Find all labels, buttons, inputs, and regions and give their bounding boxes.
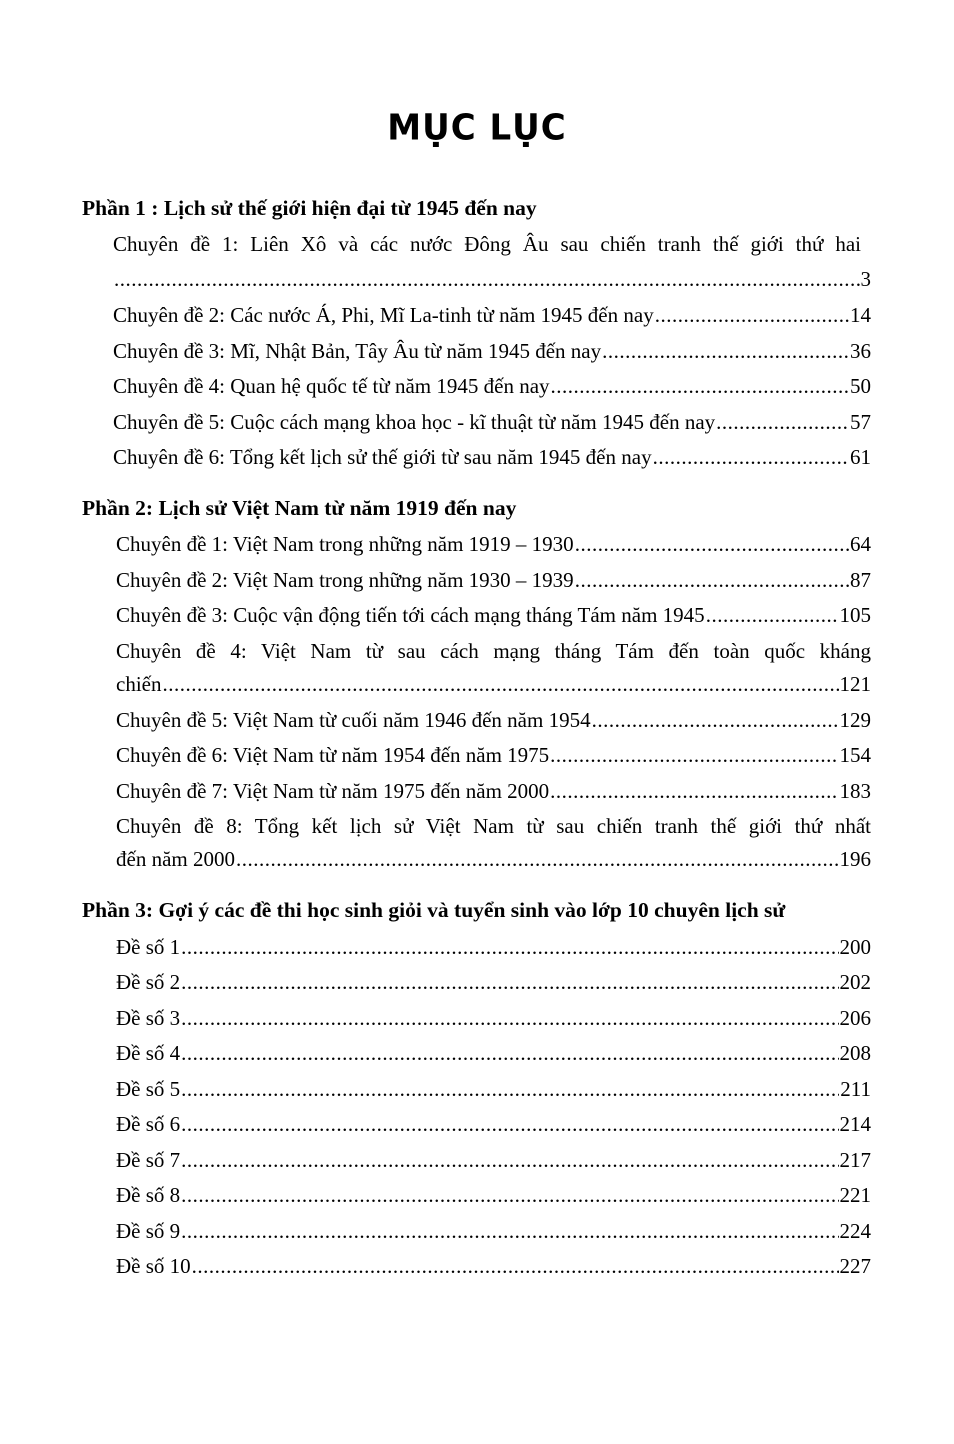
toc-entry-1-5[interactable] <box>113 409 871 435</box>
toc-entry-text: Đề số 7 <box>116 1148 181 1172</box>
toc-entry-text: Chuyên đề 6: Việt Nam từ năm 1954 đến năm 1975 <box>116 743 550 767</box>
dot-leader <box>181 1218 838 1244</box>
page-number: 50 <box>850 374 871 398</box>
page-number: 14 <box>850 303 871 327</box>
toc-entry-text: Chuyên đề 5: Cuộc cách mạng khoa học - kĩ thuật từ năm 1945 đến nay <box>113 410 716 434</box>
dot-leader <box>592 707 839 733</box>
toc-entry-text: Đề số 8 <box>116 1183 181 1207</box>
dot-leader <box>181 1040 838 1066</box>
toc-entry-text: Đề số 10 <box>116 1254 191 1278</box>
toc-entry-2-1[interactable] <box>116 531 871 557</box>
toc-entry-cont: chiến <box>116 672 162 696</box>
part-2-heading: Phần 2: Lịch sử Việt Nam từ năm 1919 đến nay <box>82 496 517 520</box>
dot-leader <box>181 934 838 960</box>
dot-leader <box>602 338 849 364</box>
dot-leader <box>181 1111 838 1137</box>
toc-entry-text: Chuyên đề 1: Việt Nam trong những năm 1919 – 1930 <box>116 532 574 556</box>
dot-leader <box>181 1147 838 1173</box>
dot-leader <box>653 444 849 470</box>
dot-leader <box>655 302 849 328</box>
page-number: 206 <box>839 1006 871 1030</box>
page-title: MỤC LỤC <box>387 107 567 149</box>
toc-entry-2-8-leader[interactable] <box>116 846 871 872</box>
dot-leader <box>236 846 839 872</box>
toc-entry-text: Đề số 3 <box>116 1006 181 1030</box>
page-number: 208 <box>839 1041 871 1065</box>
page-number: 196 <box>839 847 871 871</box>
toc-entry-cont: đến năm 2000 <box>116 847 235 871</box>
toc-entry-3-5[interactable] <box>116 1076 871 1102</box>
dot-leader <box>181 1005 838 1031</box>
toc-entry-1-1-leader[interactable] <box>113 266 871 292</box>
toc-entry-3-4[interactable] <box>116 1040 871 1066</box>
toc-entry-3-6[interactable] <box>116 1111 871 1137</box>
toc-entry-text: Chuyên đề 6: Tổng kết lịch sử thế giới từ sau năm 1945 đến nay <box>113 445 652 469</box>
toc-entry-3-8[interactable] <box>116 1182 871 1208</box>
toc-entry-text: Đề số 1 <box>116 935 181 959</box>
page-number: 64 <box>850 532 871 556</box>
dot-leader <box>706 602 839 628</box>
toc-entry-2-4-text[interactable]: Chuyên đề 4: Việt Nam từ sau cách mạng tháng Tám đến toàn quốc kháng <box>116 639 871 663</box>
page-number: 61 <box>850 445 871 469</box>
dot-leader <box>181 1182 838 1208</box>
page-number: 211 <box>840 1077 871 1101</box>
toc-entry-2-2[interactable] <box>116 567 871 593</box>
toc-entry-3-7[interactable] <box>116 1147 871 1173</box>
toc-entry-text: Đề số 9 <box>116 1219 181 1243</box>
toc-entry-text: Chuyên đề 3: Cuộc vận động tiến tới cách mạng tháng Tám năm 1945 <box>116 603 705 627</box>
page-number: 3 <box>860 267 871 291</box>
page-number: 217 <box>839 1148 871 1172</box>
toc-entry-text: Đề số 5 <box>116 1077 181 1101</box>
page-number: 129 <box>839 708 871 732</box>
page-number: 87 <box>850 568 871 592</box>
dot-leader <box>162 671 838 697</box>
toc-entry-3-10[interactable] <box>116 1253 871 1279</box>
toc-entry-text: Đề số 4 <box>116 1041 181 1065</box>
toc-entry-text: Chuyên đề 2: Việt Nam trong những năm 1930 – 1939 <box>116 568 574 592</box>
page-number: 224 <box>839 1219 871 1243</box>
toc-entry-text: Chuyên đề 2: Các nước Á, Phi, Mĩ La-tinh từ năm 1945 đến nay <box>113 303 654 327</box>
toc-entry-1-1-text[interactable]: Chuyên đề 1: Liên Xô và các nước Đông Âu sau chiến tranh thế giới thứ hai <box>113 232 861 256</box>
dot-leader <box>550 742 838 768</box>
page-number: 183 <box>839 779 871 803</box>
toc-entry-2-3[interactable] <box>116 602 871 628</box>
dot-leader <box>181 1076 839 1102</box>
toc-entry-text: Đề số 2 <box>116 970 181 994</box>
toc-entry-text: Chuyên đề 3: Mĩ, Nhật Bản, Tây Âu từ năm 1945 đến nay <box>113 339 602 363</box>
toc-entry-2-4-leader[interactable] <box>116 671 871 697</box>
dot-leader <box>551 373 849 399</box>
page-number: 154 <box>839 743 871 767</box>
toc-entry-3-1[interactable] <box>116 934 871 960</box>
toc-entry-3-2[interactable] <box>116 969 871 995</box>
toc-entry-2-5[interactable] <box>116 707 871 733</box>
toc-entry-2-7[interactable] <box>116 778 871 804</box>
dot-leader <box>114 266 860 292</box>
toc-entry-1-2[interactable] <box>113 302 871 328</box>
toc-entry-text: Chuyên đề 5: Việt Nam từ cuối năm 1946 đến năm 1954 <box>116 708 591 732</box>
toc-entry-2-6[interactable] <box>116 742 871 768</box>
part-1-heading: Phần 1 : Lịch sử thế giới hiện đại từ 1945 đến nay <box>82 196 537 220</box>
page-number: 36 <box>850 339 871 363</box>
toc-entry-1-3[interactable] <box>113 338 871 364</box>
page-number: 221 <box>839 1183 871 1207</box>
page-number: 227 <box>839 1254 871 1278</box>
dot-leader <box>550 778 838 804</box>
toc-entry-text: Đề số 6 <box>116 1112 181 1136</box>
toc-entry-text: Chuyên đề 4: Quan hệ quốc tế từ năm 1945 đến nay <box>113 374 550 398</box>
page-number: 105 <box>839 603 871 627</box>
dot-leader <box>575 567 849 593</box>
page-number: 57 <box>850 410 871 434</box>
toc-entry-2-8-text[interactable]: Chuyên đề 8: Tổng kết lịch sử Việt Nam từ sau chiến tranh thế giới thứ nhất <box>116 814 871 838</box>
part-3-heading: Phần 3: Gợi ý các đề thi học sinh giỏi và tuyển sinh vào lớp 10 chuyên lịch sử <box>82 898 786 922</box>
page-number: 214 <box>839 1112 871 1136</box>
toc-entry-text: Chuyên đề 7: Việt Nam từ năm 1975 đến năm 2000 <box>116 779 550 803</box>
dot-leader <box>575 531 849 557</box>
dot-leader <box>716 409 849 435</box>
toc-entry-3-3[interactable] <box>116 1005 871 1031</box>
page-number: 121 <box>839 672 871 696</box>
toc-entry-3-9[interactable] <box>116 1218 871 1244</box>
dot-leader <box>192 1253 839 1279</box>
page-number: 200 <box>839 935 871 959</box>
dot-leader <box>181 969 838 995</box>
toc-entry-1-6[interactable] <box>113 444 871 470</box>
toc-entry-1-4[interactable] <box>113 373 871 399</box>
page-number: 202 <box>839 970 871 994</box>
